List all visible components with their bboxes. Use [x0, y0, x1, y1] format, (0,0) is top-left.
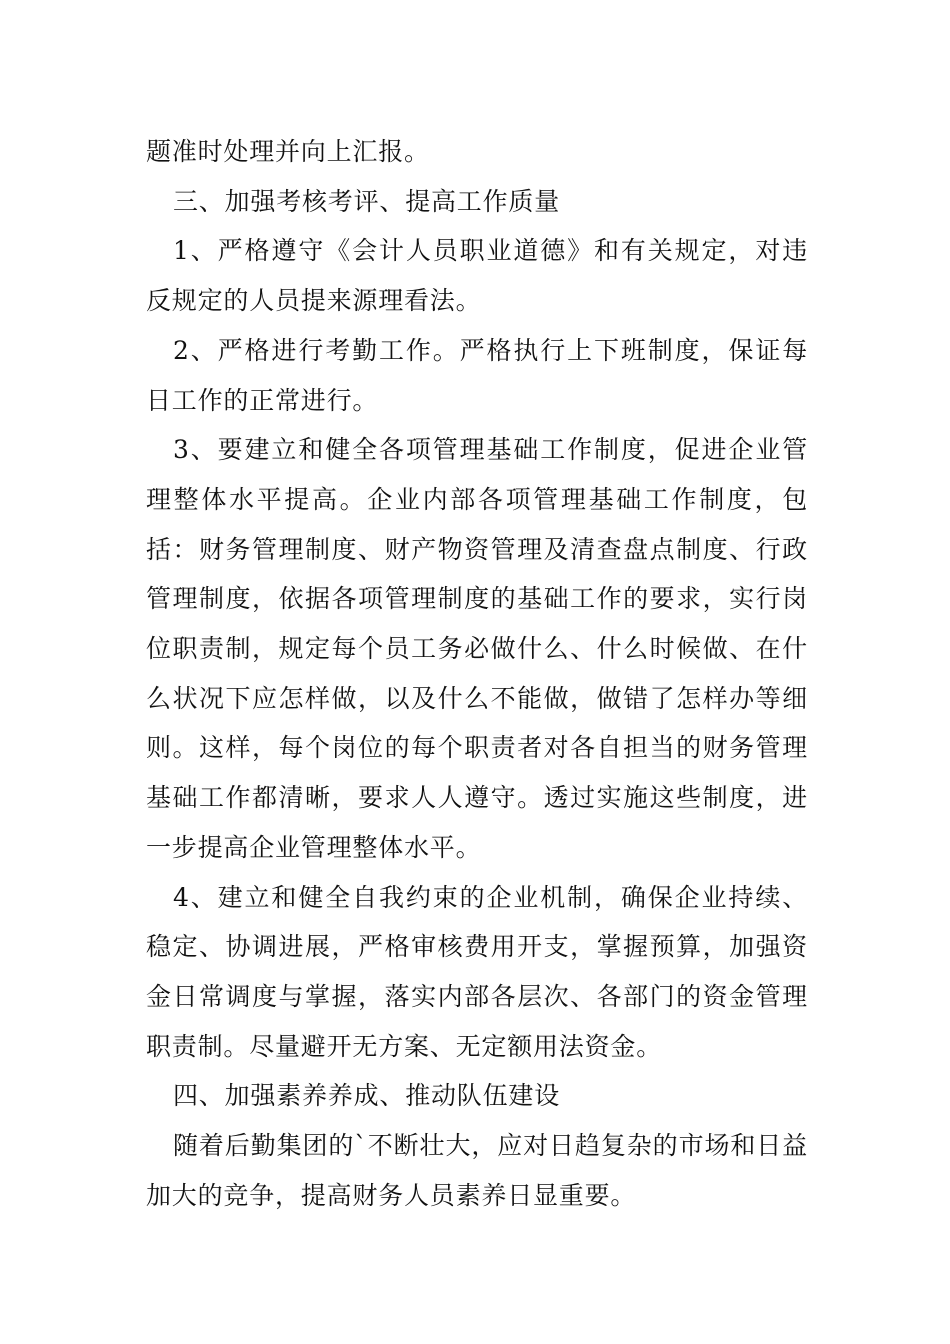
paragraph-item-2: 2、严格进行考勤工作。严格执行上下班制度，保证每日工作的正常进行。 [146, 335, 808, 415]
section-heading-3: 三、加强考核考评、提高工作质量 [173, 186, 561, 216]
paragraph-item-1: 1、严格遵守《会计人员职业道德》和有关规定，对违反规定的人员提来源理看法。 [146, 236, 808, 316]
section-heading-4: 四、加强素养养成、推动队伍建设 [173, 1081, 561, 1111]
paragraph-section-4-intro: 随着后勤集团的`不断壮大，应对日趋复杂的市场和日益加大的竞争，提高财务人员素养日显重要。 [146, 1131, 808, 1210]
paragraph-item-4: 4、建立和健全自我约束的企业机制，确保企业持续、稳定、协调进展，严格审核费用开支，掌握预算，加强资金日常调度与掌握，落实内部各层次、各部门的资金管理职责制。尽量避开无方案、无定额用法资金。 [146, 882, 808, 1061]
paragraph-continuation: 题准时处理并向上汇报。 [146, 137, 430, 166]
paragraph-item-3: 3、要建立和健全各项管理基础工作制度，促进企业管理整体水平提高。企业内部各项管理基础工作制度，包括：财务管理制度、财产物资管理及清查盘点制度、行政管理制度，依据各项管理制度的基础工作的要求，实行岗位职责制，规定每个员工务必做什么、什么时候做、在什么状况下应怎样做，以及什么不能做，做错了怎样办等细则。这样，每个岗位的每个职责者对各自担当的财务管理基础工作都清晰，要求人人遵守。透过实施这些制度，进一步提高企业管理整体水平。 [146, 435, 808, 862]
document-body [146, 127, 808, 1220]
